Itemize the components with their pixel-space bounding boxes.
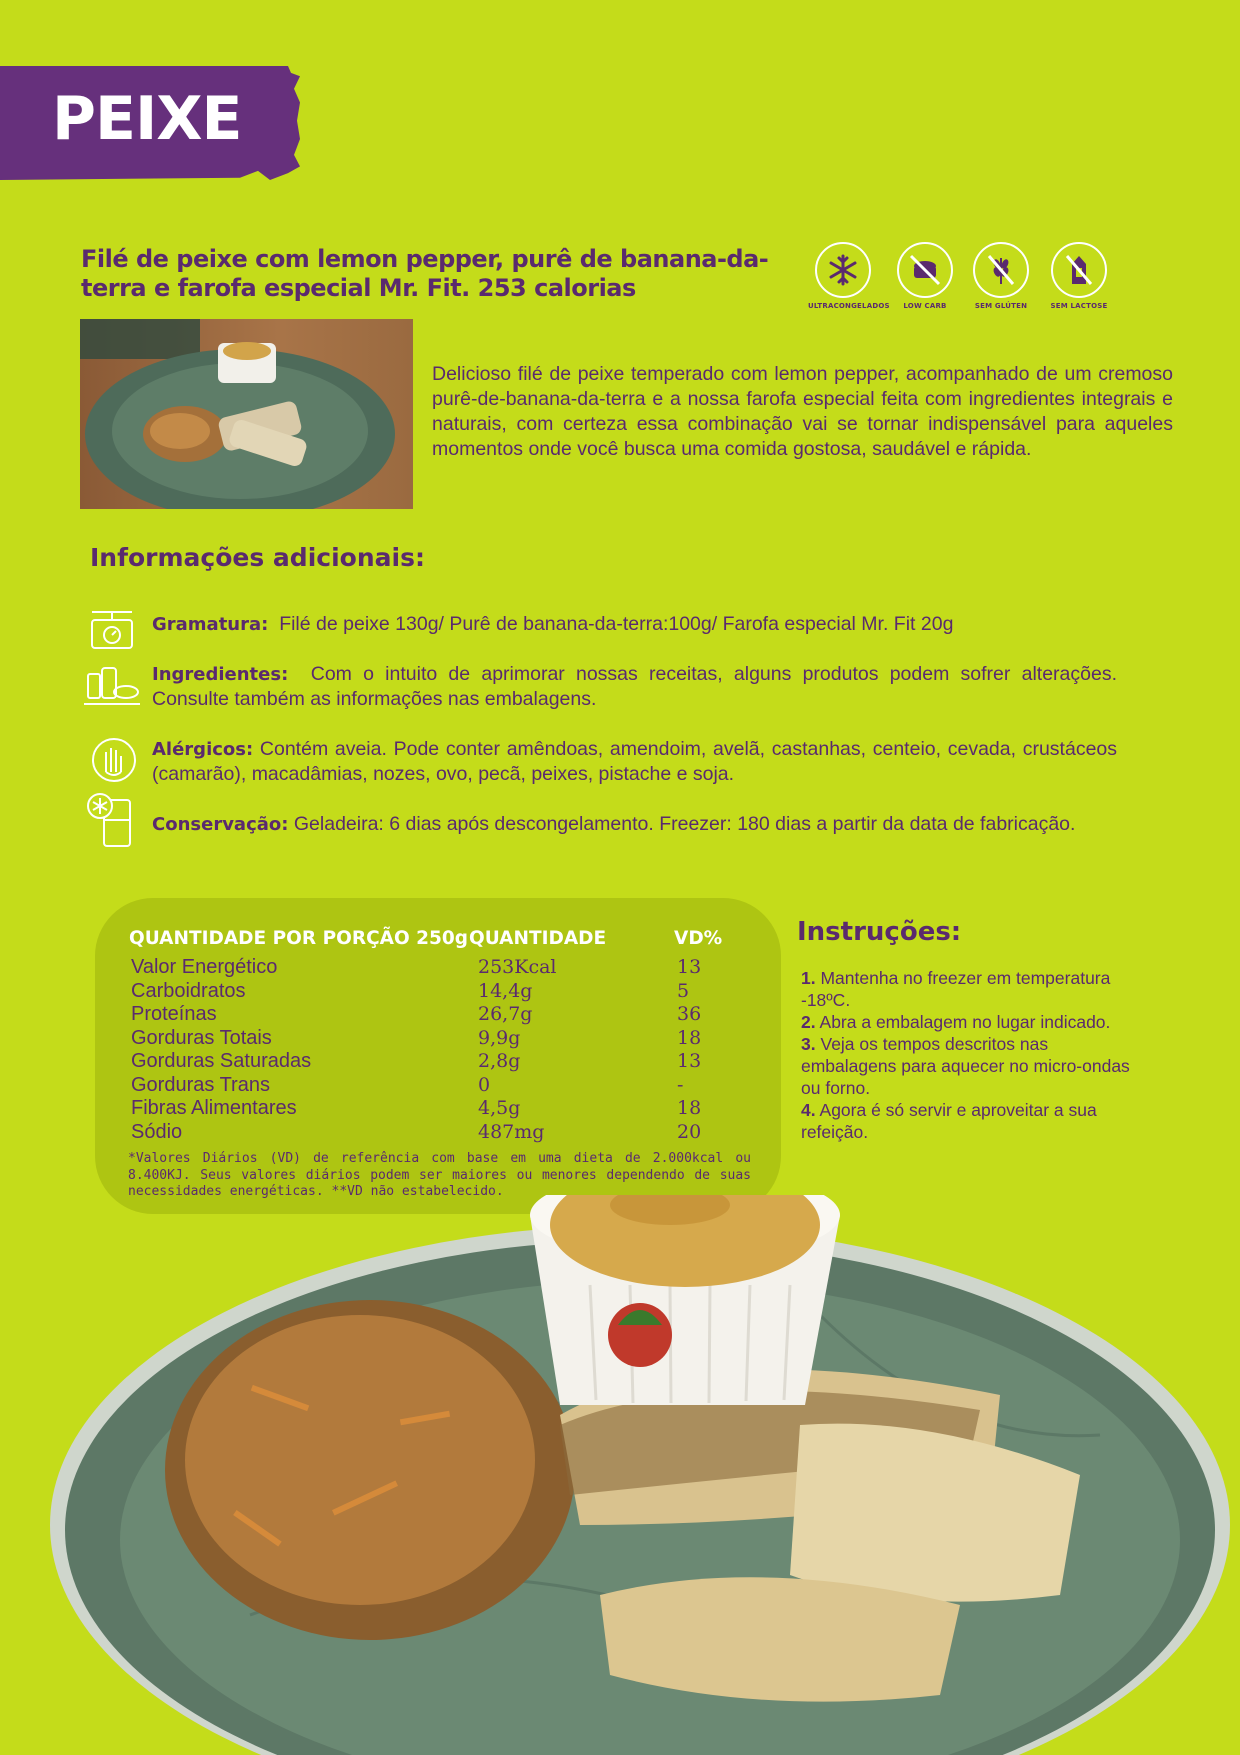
wheat-icon bbox=[981, 250, 1021, 290]
info-text: Geladeira: 6 dias após descongelamento. Freezer: 180 dias a partir da data de fabricação. bbox=[293, 813, 1076, 835]
info-ingredientes bbox=[152, 662, 1117, 712]
info-label: Alérgicos: bbox=[152, 739, 254, 760]
low-carb-icon bbox=[905, 250, 945, 290]
nutrition-table bbox=[95, 898, 781, 1214]
instructions-list bbox=[801, 967, 1141, 1143]
nutrient-qty: 26,7g bbox=[478, 1003, 533, 1025]
nutrient-name: Carboidratos bbox=[131, 979, 246, 1002]
feature-badges bbox=[808, 242, 1118, 312]
product-description: Delicioso filé de peixe temperado com lemon pepper, acompanhado de um cremoso purê-de-banana-da-terra e a nossa farofa especial feita com ingredientes integrais e naturais, com certeza essa combinação vai se tornar indispensável para aqueles momentos onde você busca uma comida gostosa, saudável e rápida. bbox=[432, 363, 1173, 460]
ingredients-icon bbox=[82, 660, 142, 712]
nutrition-row bbox=[131, 956, 731, 980]
nutrient-vd: 18 bbox=[677, 1097, 702, 1119]
info-conservacao bbox=[152, 812, 1117, 837]
nutrient-name: Fibras Alimentares bbox=[131, 1097, 297, 1119]
info-label: Gramatura: bbox=[152, 614, 269, 635]
step-text: Abra a embalagem no lugar indicado. bbox=[819, 1012, 1111, 1032]
badge-label: SEM GLÚTEN bbox=[974, 302, 1028, 310]
scale-icon bbox=[82, 604, 142, 656]
info-text: Filé de peixe 130g/ Purê de banana-da-terra:100g/ Farofa especial Mr. Fit 20g bbox=[279, 613, 954, 635]
fridge-icon bbox=[82, 790, 142, 848]
info-gramatura bbox=[152, 612, 1117, 637]
snowflake-icon bbox=[826, 253, 860, 287]
instruction-step bbox=[801, 967, 1141, 1011]
nutrient-vd: 13 bbox=[677, 956, 702, 978]
info-label: Conservação: bbox=[152, 814, 289, 835]
nutrient-qty: 14,4g bbox=[478, 979, 533, 1002]
nutrition-row bbox=[131, 1074, 731, 1098]
info-label: Ingredientes: bbox=[152, 664, 289, 685]
nutrition-header-vd: VD% bbox=[674, 928, 723, 949]
allergen-hand-icon bbox=[82, 734, 142, 786]
nutrient-name: Proteínas bbox=[131, 1003, 217, 1025]
milk-carton-icon bbox=[1059, 250, 1099, 290]
step-number: 2. bbox=[801, 1012, 816, 1032]
nutrient-name: Sódio bbox=[131, 1120, 183, 1143]
step-number: 4. bbox=[801, 1100, 816, 1120]
nutrient-name: Gorduras Saturadas bbox=[131, 1050, 312, 1072]
info-alergicos bbox=[152, 737, 1117, 787]
nutrient-qty: 4,5g bbox=[478, 1097, 521, 1119]
badge-sem-lactose bbox=[1044, 242, 1114, 310]
category-title: PEIXE bbox=[52, 84, 242, 154]
additional-info-heading: Informações adicionais: bbox=[90, 543, 425, 572]
nutrition-row bbox=[131, 980, 731, 1004]
nutrient-vd: 5 bbox=[677, 979, 690, 1002]
nutrient-vd: 36 bbox=[677, 1003, 702, 1025]
nutrition-row bbox=[131, 1027, 731, 1051]
nutrition-row bbox=[131, 1003, 731, 1027]
nutrient-qty: 253Kcal bbox=[478, 956, 557, 978]
instruction-step bbox=[801, 1011, 1141, 1033]
nutrition-row bbox=[131, 1097, 731, 1121]
nutrition-row bbox=[131, 1050, 731, 1074]
instructions-heading: Instruções: bbox=[797, 917, 962, 947]
nutrient-qty: 2,8g bbox=[478, 1050, 521, 1072]
nutrition-header-portion: QUANTIDADE POR PORÇÃO 250g bbox=[129, 928, 469, 949]
step-number: 3. bbox=[801, 1034, 816, 1054]
product-title: Filé de peixe com lemon pepper, purê de banana-da-terra e farofa especial Mr. Fit. 253 calorias bbox=[81, 245, 769, 302]
badge-label: ULTRACONGELADOS bbox=[808, 302, 890, 310]
nutrient-vd: - bbox=[677, 1073, 684, 1096]
product-photo-large bbox=[0, 1195, 1240, 1755]
nutrition-row bbox=[131, 1121, 731, 1145]
instruction-step bbox=[801, 1099, 1141, 1143]
nutrient-name: Gorduras Totais bbox=[131, 1026, 272, 1049]
badge-label: LOW CARB bbox=[903, 302, 947, 310]
step-text: Mantenha no freezer em temperatura -18ºC. bbox=[801, 968, 1111, 1010]
nutrient-qty: 0 bbox=[478, 1073, 491, 1096]
nutrient-name: Valor Energético bbox=[131, 956, 278, 978]
nutrient-vd: 18 bbox=[677, 1026, 702, 1049]
badge-label: SEM LACTOSE bbox=[1050, 302, 1108, 310]
nutrient-qty: 487mg bbox=[478, 1120, 545, 1143]
nutrition-header-quantity: QUANTIDADE bbox=[469, 928, 607, 949]
nutrient-qty: 9,9g bbox=[478, 1026, 521, 1049]
instruction-step bbox=[801, 1033, 1141, 1099]
step-text: Agora é só servir e aproveitar a sua refeição. bbox=[801, 1100, 1097, 1142]
badge-sem-gluten bbox=[966, 242, 1036, 310]
badge-ultracongelados bbox=[808, 242, 890, 310]
info-text: Contém aveia. Pode conter amêndoas, amendoim, avelã, castanhas, centeio, cevada, crustáceos (camarão), macadâmias, nozes, ovo, pecã, peixes, pistache e soja. bbox=[152, 738, 1118, 785]
nutrient-vd: 13 bbox=[677, 1050, 702, 1072]
nutrition-footnote: *Valores Diários (VD) de referência com base em uma dieta de 2.000kcal ou 8.400KJ. Seus valores diários podem ser maiores ou menores dependendo de suas necessidades energéticas. **VD não estabelecido. bbox=[128, 1151, 751, 1199]
product-photo-small bbox=[80, 319, 413, 509]
badge-low-carb bbox=[890, 242, 960, 310]
step-text: Veja os tempos descritos nas embalagens para aquecer no micro-ondas ou forno. bbox=[801, 1034, 1130, 1098]
nutrient-name: Gorduras Trans bbox=[131, 1073, 270, 1096]
step-number: 1. bbox=[801, 968, 816, 988]
info-text: Com o intuito de aprimorar nossas receitas, alguns produtos podem sofrer alterações. Consulte também as informações nas embalagens. bbox=[152, 663, 1117, 710]
nutrient-vd: 20 bbox=[677, 1120, 702, 1143]
